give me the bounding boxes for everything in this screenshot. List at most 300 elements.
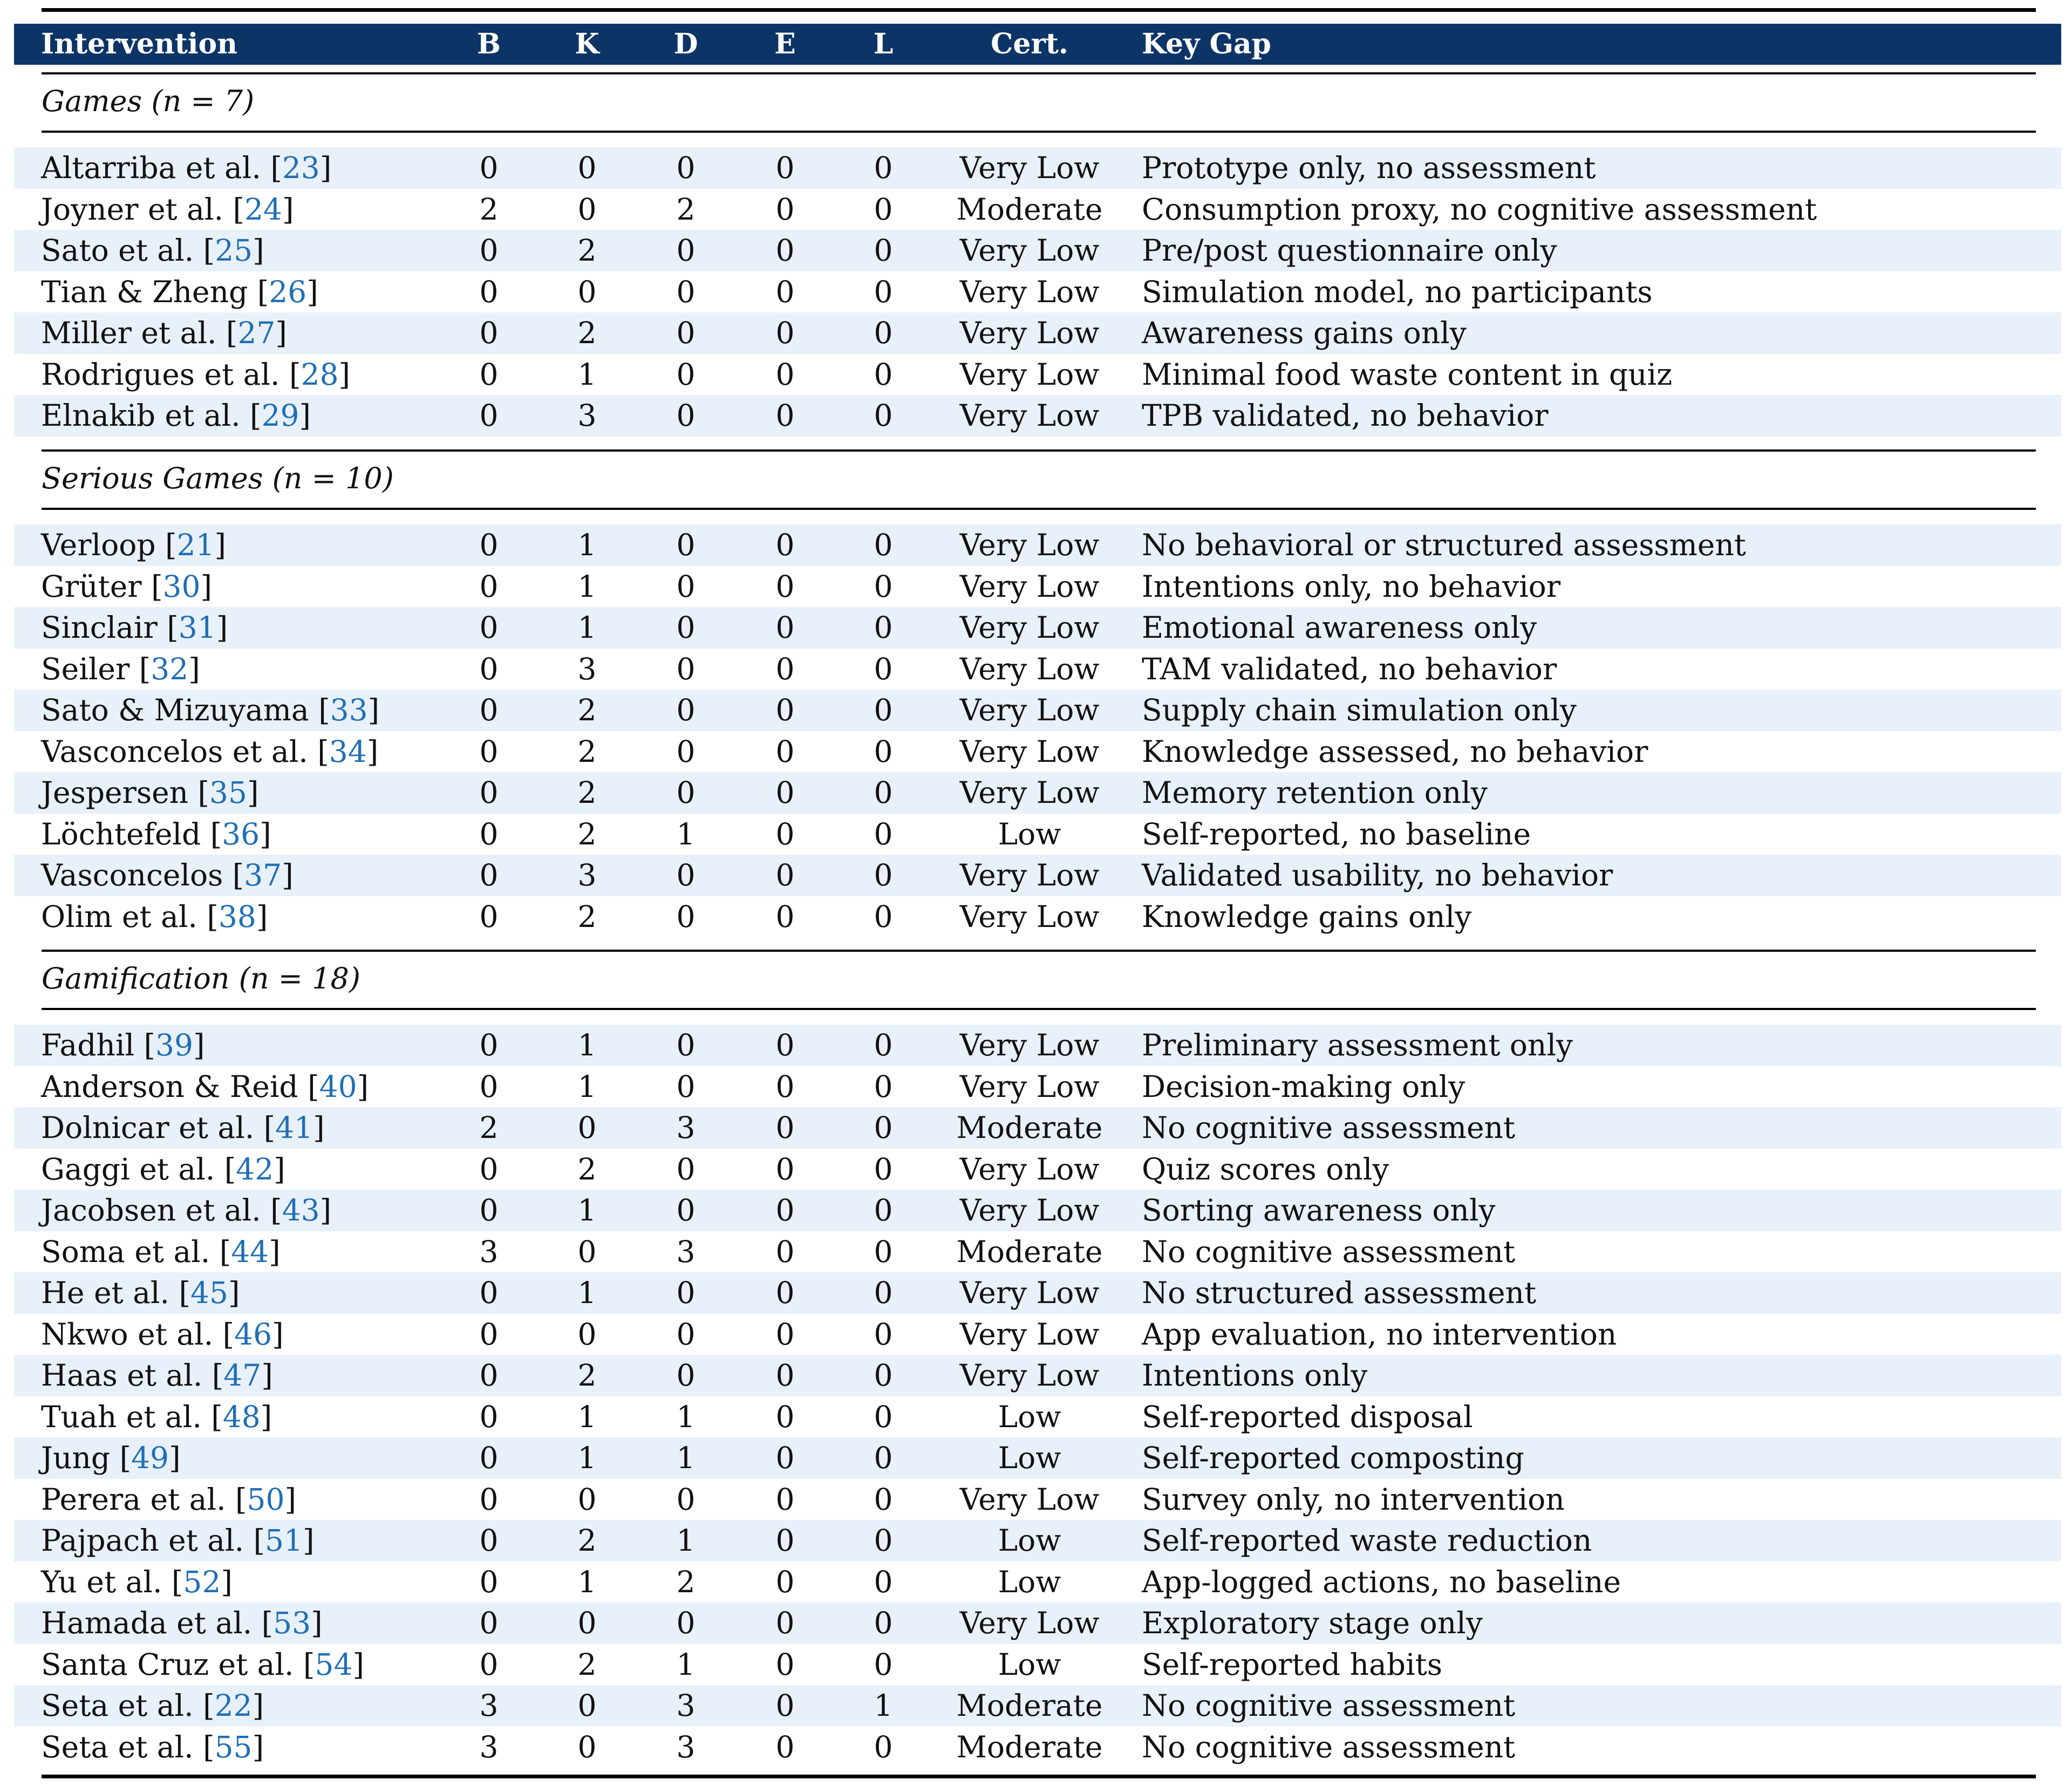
- score-d: 3: [676, 1110, 696, 1145]
- score-k: 3: [577, 398, 597, 433]
- score-b: 0: [479, 858, 499, 892]
- score-l: 0: [874, 734, 893, 769]
- score-b: 0: [479, 1647, 499, 1682]
- score-e: 0: [775, 1441, 795, 1475]
- intervention-name: Haas et al.: [41, 1358, 203, 1393]
- intervention-name: Vasconcelos: [41, 858, 223, 892]
- intervention-cell: Vasconcelos et al. [34]: [41, 734, 379, 769]
- table-row: [14, 189, 2061, 230]
- score-k: 2: [577, 1358, 597, 1393]
- table-row: [14, 1644, 2061, 1686]
- score-e: 0: [775, 398, 795, 433]
- key-gap-cell: Intentions only, no behavior: [1142, 569, 1561, 604]
- score-d: 3: [676, 1729, 696, 1764]
- score-d: 1: [676, 816, 696, 851]
- score-e: 0: [775, 192, 795, 227]
- score-b: 0: [479, 1606, 499, 1640]
- citation-link[interactable]: 26: [269, 274, 307, 309]
- score-b: 0: [479, 693, 499, 727]
- score-l: 0: [874, 1523, 893, 1558]
- intervention-name: Miller et al.: [41, 316, 217, 350]
- score-k: 3: [577, 651, 597, 686]
- score-k: 2: [577, 734, 597, 769]
- intervention-cell: Altarriba et al. [23]: [41, 151, 332, 185]
- intervention-cell: Hamada et al. [53]: [41, 1606, 323, 1640]
- certainty-cell: Very Low: [959, 693, 1100, 727]
- score-d: 0: [676, 1606, 696, 1640]
- score-k: 1: [577, 1276, 597, 1310]
- key-gap-cell: Sorting awareness only: [1142, 1193, 1496, 1227]
- score-e: 0: [775, 651, 795, 686]
- certainty-cell: Low: [998, 1564, 1061, 1599]
- intervention-name: Olim et al.: [41, 899, 197, 934]
- table-row: [14, 731, 2061, 773]
- citation-link[interactable]: 36: [222, 816, 260, 851]
- score-b: 3: [479, 1234, 499, 1269]
- intervention-cell: Gaggi et al. [42]: [41, 1151, 285, 1186]
- intervention-name: Fadhil: [41, 1028, 135, 1062]
- score-b: 0: [479, 357, 499, 392]
- intervention-name: Verloop: [41, 528, 156, 562]
- score-k: 2: [577, 693, 597, 727]
- intervention-cell: Verloop [21]: [41, 528, 226, 562]
- score-b: 0: [479, 1399, 499, 1434]
- citation-link[interactable]: 42: [236, 1151, 274, 1186]
- intervention-name: Rodrigues et al.: [41, 357, 280, 392]
- citation-link[interactable]: 23: [282, 151, 320, 185]
- table-header: [14, 24, 2061, 65]
- score-d: 0: [676, 1193, 696, 1227]
- section-rule: [42, 72, 2036, 74]
- intervention-cell: Soma et al. [44]: [41, 1234, 281, 1269]
- score-e: 0: [775, 528, 795, 562]
- certainty-cell: Moderate: [956, 1110, 1103, 1145]
- certainty-cell: Very Low: [959, 899, 1100, 934]
- table-row: [14, 1066, 2061, 1108]
- score-e: 0: [775, 1606, 795, 1640]
- score-e: 0: [775, 1482, 795, 1517]
- key-gap-cell: Self-reported composting: [1142, 1441, 1524, 1475]
- citation-link[interactable]: 43: [282, 1193, 320, 1227]
- score-e: 0: [775, 775, 795, 810]
- score-l: 0: [874, 1028, 893, 1062]
- intervention-cell: Elnakib et al. [29]: [41, 398, 311, 433]
- score-e: 0: [775, 357, 795, 392]
- citation-link[interactable]: 28: [301, 357, 339, 392]
- citation-link[interactable]: 53: [273, 1606, 311, 1640]
- header-l: L: [873, 28, 894, 60]
- intervention-cell: Tian & Zheng [26]: [41, 274, 318, 309]
- score-k: 1: [577, 1441, 597, 1475]
- intervention-name: Löchtefeld: [41, 816, 201, 851]
- table-row: [14, 649, 2061, 690]
- score-l: 0: [874, 1193, 893, 1227]
- citation-link[interactable]: 39: [155, 1028, 193, 1062]
- key-gap-cell: TAM validated, no behavior: [1142, 651, 1557, 686]
- certainty-cell: Very Low: [959, 1482, 1100, 1517]
- citation-link[interactable]: 30: [162, 569, 201, 604]
- section-title: Games (n = 7): [42, 84, 255, 118]
- score-l: 0: [874, 569, 893, 604]
- score-d: 0: [676, 569, 696, 604]
- citation-link[interactable]: 50: [247, 1482, 285, 1517]
- table-row: [14, 1602, 2061, 1644]
- citation-link[interactable]: 37: [244, 858, 282, 892]
- table-row: [14, 524, 2061, 566]
- citation-link[interactable]: 45: [190, 1276, 228, 1310]
- key-gap-cell: Supply chain simulation only: [1142, 693, 1577, 727]
- score-b: 3: [479, 1688, 499, 1723]
- key-gap-cell: Preliminary assessment only: [1142, 1028, 1573, 1062]
- score-l: 0: [874, 1069, 893, 1104]
- key-gap-cell: Quiz scores only: [1142, 1151, 1389, 1186]
- citation-link[interactable]: 21: [176, 528, 215, 562]
- score-b: 3: [479, 1729, 499, 1764]
- table-row: [14, 1149, 2061, 1190]
- key-gap-cell: No cognitive assessment: [1142, 1729, 1516, 1764]
- citation-link[interactable]: 48: [222, 1399, 261, 1434]
- intervention-cell: Löchtefeld [36]: [41, 816, 271, 851]
- intervention-cell: Fadhil [39]: [41, 1028, 205, 1062]
- citation-link[interactable]: 24: [244, 192, 282, 227]
- score-e: 0: [775, 1110, 795, 1145]
- certainty-cell: Very Low: [959, 1193, 1100, 1227]
- score-e: 0: [775, 1647, 795, 1682]
- score-b: 0: [479, 1358, 499, 1393]
- score-e: 0: [775, 274, 795, 309]
- score-k: 1: [577, 569, 597, 604]
- score-e: 0: [775, 1729, 795, 1764]
- certainty-cell: Low: [998, 816, 1061, 851]
- citation-link[interactable]: 25: [215, 233, 253, 268]
- citation-link[interactable]: 34: [329, 734, 367, 769]
- intervention-name: Seta et al.: [41, 1729, 194, 1764]
- table-row: [14, 1479, 2061, 1520]
- score-l: 0: [874, 1564, 893, 1599]
- score-l: 0: [874, 1276, 893, 1310]
- citation-link[interactable]: 27: [237, 316, 276, 350]
- certainty-cell: Very Low: [959, 775, 1100, 810]
- certainty-cell: Low: [998, 1647, 1061, 1682]
- score-e: 0: [775, 1193, 795, 1227]
- citation-link[interactable]: 49: [131, 1441, 169, 1475]
- score-e: 0: [775, 899, 795, 934]
- intervention-name: He et al.: [41, 1276, 169, 1310]
- score-d: 0: [676, 899, 696, 934]
- intervention-name: Grüter: [41, 569, 142, 604]
- score-k: 0: [577, 1688, 597, 1723]
- citation-link[interactable]: 31: [178, 610, 216, 645]
- intervention-name: Sato & Mizuyama: [41, 693, 309, 727]
- score-e: 0: [775, 233, 795, 268]
- table-row: [14, 1685, 2061, 1727]
- certainty-cell: Very Low: [959, 734, 1100, 769]
- score-d: 0: [676, 357, 696, 392]
- score-e: 0: [775, 610, 795, 645]
- citation-link[interactable]: 51: [265, 1523, 303, 1558]
- score-e: 0: [775, 1234, 795, 1269]
- score-k: 1: [577, 357, 597, 392]
- citation-link[interactable]: 22: [214, 1688, 253, 1723]
- score-d: 0: [676, 528, 696, 562]
- score-b: 0: [479, 1482, 499, 1517]
- score-l: 0: [874, 1399, 893, 1434]
- section-subrule: [42, 131, 2036, 133]
- certainty-cell: Very Low: [959, 858, 1100, 892]
- bottom-rule: [42, 1775, 2036, 1778]
- citation-link[interactable]: 38: [218, 899, 256, 934]
- intervention-name: Hamada et al.: [41, 1606, 253, 1640]
- score-e: 0: [775, 151, 795, 185]
- score-k: 0: [577, 151, 597, 185]
- score-l: 0: [874, 1441, 893, 1475]
- table-row: [14, 1561, 2061, 1603]
- intervention-name: Jespersen: [41, 775, 189, 810]
- key-gap-cell: Knowledge gains only: [1142, 899, 1472, 934]
- intervention-cell: Olim et al. [38]: [41, 899, 268, 934]
- certainty-cell: Very Low: [959, 651, 1100, 686]
- intervention-name: Joyner et al.: [41, 192, 223, 227]
- score-l: 0: [874, 316, 893, 350]
- key-gap-cell: Pre/post questionnaire only: [1142, 233, 1557, 268]
- intervention-name: Yu et al.: [41, 1564, 162, 1599]
- score-e: 0: [775, 858, 795, 892]
- score-d: 0: [676, 233, 696, 268]
- intervention-cell: Yu et al. [52]: [41, 1564, 233, 1599]
- citation-link[interactable]: 55: [214, 1729, 253, 1764]
- intervention-cell: Sato & Mizuyama [33]: [41, 693, 380, 727]
- score-d: 0: [676, 693, 696, 727]
- certainty-cell: Low: [998, 1523, 1061, 1558]
- score-l: 1: [874, 1688, 893, 1723]
- certainty-cell: Very Low: [959, 1317, 1100, 1352]
- table-row: [14, 1025, 2061, 1066]
- score-k: 2: [577, 233, 597, 268]
- table-row: [14, 1314, 2061, 1355]
- intervention-cell: Dolnicar et al. [41]: [41, 1110, 325, 1145]
- score-d: 0: [676, 1358, 696, 1393]
- score-l: 0: [874, 1234, 893, 1269]
- key-gap-cell: Decision-making only: [1142, 1069, 1466, 1104]
- score-b: 0: [479, 651, 499, 686]
- intervention-name: Sato et al.: [41, 233, 194, 268]
- score-e: 0: [775, 816, 795, 851]
- certainty-cell: Low: [998, 1399, 1061, 1434]
- score-k: 0: [577, 192, 597, 227]
- citation-link[interactable]: 35: [209, 775, 248, 810]
- score-e: 0: [775, 1564, 795, 1599]
- score-d: 0: [676, 1276, 696, 1310]
- key-gap-cell: Exploratory stage only: [1142, 1606, 1483, 1640]
- intervention-name: Dolnicar et al.: [41, 1110, 255, 1145]
- certainty-cell: Very Low: [959, 569, 1100, 604]
- table-row: [14, 566, 2061, 608]
- score-d: 0: [676, 610, 696, 645]
- key-gap-cell: Consumption proxy, no cognitive assessment: [1142, 192, 1817, 227]
- score-k: 1: [577, 1399, 597, 1434]
- score-k: 2: [577, 816, 597, 851]
- citation-link[interactable]: 46: [234, 1317, 272, 1352]
- citation-link[interactable]: 33: [330, 693, 368, 727]
- table-row: [14, 855, 2061, 896]
- score-d: 0: [676, 651, 696, 686]
- citation-link[interactable]: 52: [183, 1564, 221, 1599]
- intervention-name: Tuah et al.: [41, 1399, 202, 1434]
- intervention-name: Jung: [41, 1441, 111, 1475]
- header-d: D: [673, 28, 698, 60]
- citation-link[interactable]: 54: [315, 1647, 353, 1682]
- header-k: K: [575, 28, 599, 60]
- score-e: 0: [775, 693, 795, 727]
- certainty-cell: Very Low: [959, 1028, 1100, 1062]
- score-l: 0: [874, 398, 893, 433]
- key-gap-cell: TPB validated, no behavior: [1142, 398, 1549, 433]
- intervention-name: Anderson & Reid: [41, 1069, 298, 1104]
- score-d: 0: [676, 1317, 696, 1352]
- score-l: 0: [874, 1647, 893, 1682]
- key-gap-cell: Simulation model, no participants: [1142, 274, 1653, 309]
- intervention-name: Altarriba et al.: [41, 151, 261, 185]
- score-k: 1: [577, 1564, 597, 1599]
- intervention-cell: Seta et al. [55]: [41, 1729, 264, 1764]
- score-b: 0: [479, 1193, 499, 1227]
- score-k: 1: [577, 1193, 597, 1227]
- intervention-cell: Tuah et al. [48]: [41, 1399, 272, 1434]
- key-gap-cell: Emotional awareness only: [1142, 610, 1537, 645]
- score-d: 0: [676, 1069, 696, 1104]
- intervention-cell: Pajpach et al. [51]: [41, 1523, 315, 1558]
- score-l: 0: [874, 651, 893, 686]
- score-d: 1: [676, 1647, 696, 1682]
- table-row: [14, 271, 2061, 313]
- score-l: 0: [874, 274, 893, 309]
- score-b: 0: [479, 1151, 499, 1186]
- score-d: 0: [676, 1151, 696, 1186]
- score-l: 0: [874, 858, 893, 892]
- score-l: 0: [874, 151, 893, 185]
- certainty-cell: Very Low: [959, 528, 1100, 562]
- score-b: 0: [479, 151, 499, 185]
- table-row: [14, 230, 2061, 271]
- score-k: 0: [577, 1110, 597, 1145]
- score-e: 0: [775, 316, 795, 350]
- score-e: 0: [775, 1276, 795, 1310]
- score-b: 0: [479, 1276, 499, 1310]
- score-b: 0: [479, 610, 499, 645]
- score-d: 1: [676, 1399, 696, 1434]
- intervention-name: Seiler: [41, 651, 130, 686]
- intervention-cell: Jung [49]: [41, 1441, 181, 1475]
- header-cert: Cert.: [991, 28, 1068, 60]
- score-b: 0: [479, 528, 499, 562]
- score-d: 0: [676, 274, 696, 309]
- score-d: 0: [676, 734, 696, 769]
- score-k: 0: [577, 1606, 597, 1640]
- score-b: 0: [479, 1317, 499, 1352]
- table-row: [14, 690, 2061, 731]
- score-b: 0: [479, 1564, 499, 1599]
- table-row: [14, 1231, 2061, 1273]
- citation-link[interactable]: 44: [231, 1234, 269, 1269]
- score-e: 0: [775, 1688, 795, 1723]
- score-d: 0: [676, 775, 696, 810]
- citation-link[interactable]: 40: [319, 1069, 357, 1104]
- certainty-cell: Moderate: [956, 1234, 1103, 1269]
- intervention-name: Vasconcelos et al.: [41, 734, 308, 769]
- intervention-name: Tian & Zheng: [41, 274, 248, 309]
- score-d: 1: [676, 1523, 696, 1558]
- score-k: 2: [577, 1523, 597, 1558]
- table-row: [14, 1355, 2061, 1396]
- score-b: 2: [479, 192, 499, 227]
- score-d: 2: [676, 1564, 696, 1599]
- certainty-cell: Very Low: [959, 357, 1100, 392]
- citation-link[interactable]: 41: [275, 1110, 313, 1145]
- intervention-name: Gaggi et al.: [41, 1151, 215, 1186]
- key-gap-cell: Self-reported habits: [1142, 1647, 1442, 1682]
- header-b: B: [477, 28, 501, 60]
- intervention-cell: Perera et al. [50]: [41, 1482, 296, 1517]
- score-b: 0: [479, 274, 499, 309]
- score-b: 0: [479, 569, 499, 604]
- score-k: 1: [577, 1069, 597, 1104]
- key-gap-cell: Awareness gains only: [1142, 316, 1467, 350]
- score-d: 0: [676, 1028, 696, 1062]
- table-row: [14, 354, 2061, 395]
- certainty-cell: Very Low: [959, 1069, 1100, 1104]
- key-gap-cell: Knowledge assessed, no behavior: [1142, 734, 1648, 769]
- score-e: 0: [775, 1317, 795, 1352]
- score-k: 1: [577, 528, 597, 562]
- intervention-cell: Jacobsen et al. [43]: [41, 1193, 332, 1227]
- score-b: 0: [479, 734, 499, 769]
- table-row: [14, 1272, 2061, 1314]
- intervention-name: Sinclair: [41, 610, 158, 645]
- score-e: 0: [775, 569, 795, 604]
- score-l: 0: [874, 1358, 893, 1393]
- key-gap-cell: Self-reported disposal: [1142, 1399, 1473, 1434]
- score-e: 0: [775, 734, 795, 769]
- score-k: 2: [577, 316, 597, 350]
- section-title: Serious Games (n = 10): [42, 461, 394, 495]
- citation-link[interactable]: 32: [151, 651, 189, 686]
- score-b: 0: [479, 398, 499, 433]
- key-gap-cell: Self-reported, no baseline: [1142, 816, 1531, 851]
- score-b: 2: [479, 1110, 499, 1145]
- table-row: [14, 814, 2061, 855]
- citation-link[interactable]: 47: [223, 1358, 262, 1393]
- table-row: [14, 1190, 2061, 1231]
- table-row: [14, 395, 2061, 436]
- score-d: 0: [676, 151, 696, 185]
- intervention-name: Pajpach et al.: [41, 1523, 244, 1558]
- score-e: 0: [775, 1069, 795, 1104]
- certainty-cell: Very Low: [959, 398, 1100, 433]
- table-row: [14, 896, 2061, 938]
- key-gap-cell: No cognitive assessment: [1142, 1110, 1516, 1145]
- certainty-cell: Very Low: [959, 1358, 1100, 1393]
- score-d: 0: [676, 398, 696, 433]
- intervention-cell: Grüter [30]: [41, 569, 213, 604]
- citation-link[interactable]: 29: [261, 398, 299, 433]
- certainty-cell: Very Low: [959, 610, 1100, 645]
- intervention-cell: Rodrigues et al. [28]: [41, 357, 350, 392]
- score-l: 0: [874, 693, 893, 727]
- score-e: 0: [775, 1358, 795, 1393]
- certainty-cell: Very Low: [959, 1276, 1100, 1310]
- header-key-gap: Key Gap: [1142, 28, 1271, 60]
- intervention-name: Perera et al.: [41, 1482, 226, 1517]
